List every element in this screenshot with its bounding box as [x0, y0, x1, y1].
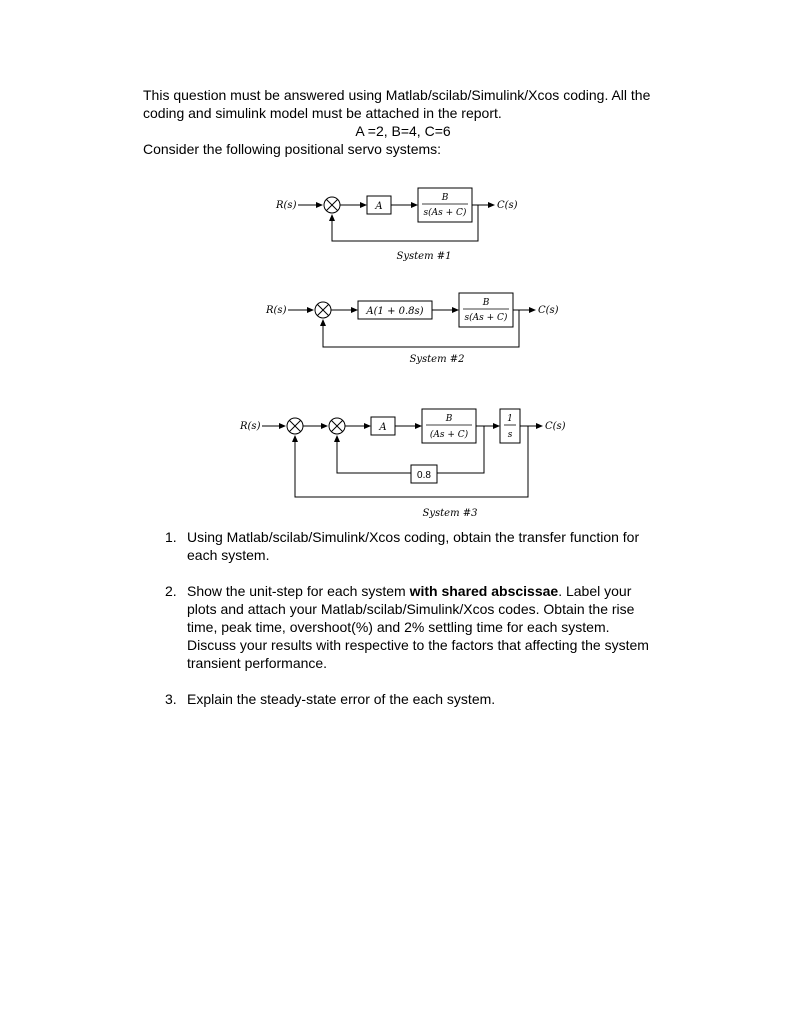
sys2-plant-denominator: s(As + C): [464, 313, 508, 323]
question-text-bold: with shared abscissae: [409, 583, 559, 599]
parameter-values: A =2, B=4, C=6: [355, 123, 451, 139]
sys3-feedback-gain-label: 0.8: [417, 470, 431, 481]
question-item: [165, 528, 655, 564]
sys3-inner-summing-junction: [329, 418, 345, 434]
question-number: 3.: [165, 691, 177, 707]
question-number: 2.: [165, 583, 177, 599]
sys1-output-label: C(s): [497, 200, 518, 211]
sys1-summing-junction: [324, 197, 340, 213]
sys2-gain-label: A(1 + 0.8s): [366, 306, 424, 317]
sys2-input-label: R(s): [266, 305, 287, 316]
sys1-gain-label: A: [375, 201, 383, 212]
consider-text: Consider the following positional servo systems:: [143, 141, 442, 157]
sys1-plant-numerator: B: [441, 193, 449, 203]
sys2-plant-numerator: B: [482, 298, 490, 308]
sys1-plant-denominator: s(As + C): [423, 208, 467, 218]
sys3-gain-label: A: [379, 422, 387, 433]
intro-text: This question must be answered using Matlab/scilab/Simulink/Xcos coding. All the coding and simulink model must be attached in the report.: [143, 87, 651, 121]
sys2-caption: System #2: [409, 354, 465, 365]
system-2-diagram: [265, 293, 559, 365]
sys2-summing-junction: [315, 302, 331, 318]
sys3-plant-numerator: B: [445, 414, 453, 424]
question-item: [165, 582, 655, 672]
sys3-integrator-denominator: s: [507, 430, 513, 440]
question-text-post: . Label your plots and attach your Matlab/scilab/Simulink/Xcos codes. Obtain the rise time, peak time, overshoot(%) and 2% settling time for each system. Discuss your results with respective to the factors that affecting the system transient performance.: [187, 583, 649, 671]
sys3-input-label: R(s): [240, 421, 261, 432]
sys3-outer-feedback-path: [295, 426, 528, 497]
system-3-diagram: [239, 409, 566, 519]
question-item: [165, 690, 655, 708]
question-list: [165, 528, 655, 726]
sys1-caption: System #1: [396, 251, 452, 262]
sys3-plant-denominator: (As + C): [429, 430, 469, 440]
sys3-output-label: C(s): [545, 421, 566, 432]
question-text: Using Matlab/scilab/Simulink/Xcos coding, obtain the transfer function for each system.: [187, 529, 640, 563]
sys3-caption: System #3: [422, 508, 478, 519]
sys2-output-label: C(s): [538, 305, 559, 316]
question-number: 1.: [165, 529, 177, 545]
sys3-integrator-numerator: 1: [507, 414, 513, 424]
sys3-outer-summing-junction: [287, 418, 303, 434]
question-text: Explain the steady-state error of the each system.: [187, 691, 496, 707]
system-1-diagram: [275, 188, 518, 262]
sys3-inner-feedback-out: [337, 436, 411, 473]
question-text-pre: Show the unit-step for each system: [187, 583, 410, 599]
sys1-input-label: R(s): [276, 200, 297, 211]
